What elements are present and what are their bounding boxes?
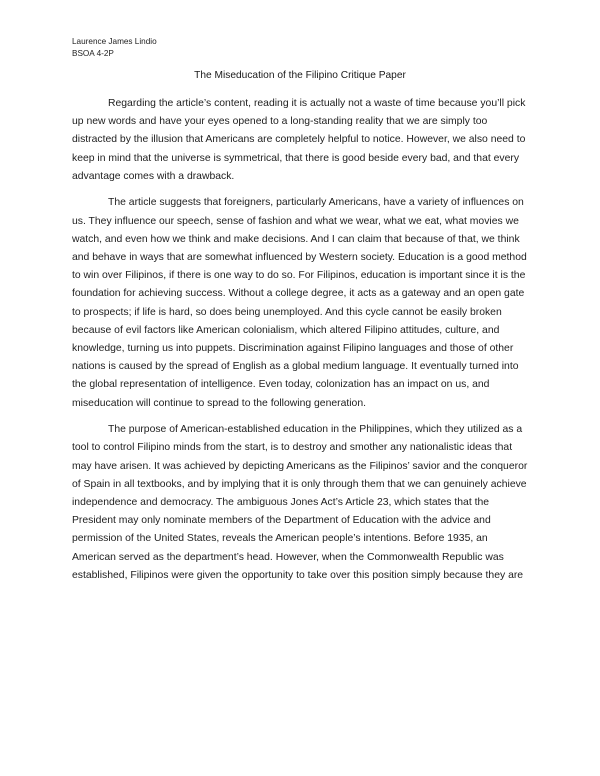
paragraph-1: Regarding the article’s content, reading it is actually not a waste of time because you’ll pick up new words and have your eyes opened to a long-standing reality that we are simply too distracted by the illusion that Americans are completely helpful to notice. However, we also need to keep in mind that the universe is symmetrical, that there is good beside every bad, and that every advantage comes with a drawback. bbox=[72, 98, 526, 182]
document-header bbox=[72, 36, 157, 60]
document-title: The Miseducation of the Filipino Critique Paper bbox=[194, 70, 406, 81]
class-section: BSOA 4-2P bbox=[72, 49, 114, 58]
paragraph-2: The article suggests that foreigners, particularly Americans, have a variety of influences on us. They influence our speech, sense of fashion and what we wear, what we eat, what movies we watch, and even how we think and make decisions. And I can claim that because of that, we think and behave in ways that are somewhat influenced by Western society. Education is a good method to win over Filipinos, if there is one way to do so. For Filipinos, education is important since it is the foundation for achieving success. Without a college degree, it acts as a gateway and an open gate to prospects; if life is hard, so does being unemployed. And this cycle cannot be easily broken because of evil factors like American colonialism, which altered Filipino attitudes, culture, and knowledge, turning us into puppets. Discrimination against Filipino languages and those of other nations is caused by the spread of English as a global medium language. It eventually turned into the global representation of intelligence. Even today, colonization has an impact on us, and miseducation will continue to spread to the following generation. bbox=[72, 197, 527, 409]
paragraph-3: The purpose of American-established education in the Philippines, which they utilized as a tool to control Filipino minds from the start, is to destroy and smother any nationalistic ideas that may have arisen. It was achieved by depicting Americans as the Filipinos’ savior and the conqueror of Spain in all textbooks, and by implying that it is only through them that we can genuinely achieve independence and democracy. The ambiguous Jones Act’s Article 23, which states that the President may only nominate members of the Department of Education with the advice and permission of the United States, reveals the American people’s intentions. Before 1935, an American served as the department’s head. However, when the Commonwealth Republic was established, Filipinos were given the opportunity to take over this position simply because they are bbox=[72, 424, 528, 581]
document-body bbox=[72, 95, 528, 593]
author-name: Laurence James Lindio bbox=[72, 37, 157, 46]
